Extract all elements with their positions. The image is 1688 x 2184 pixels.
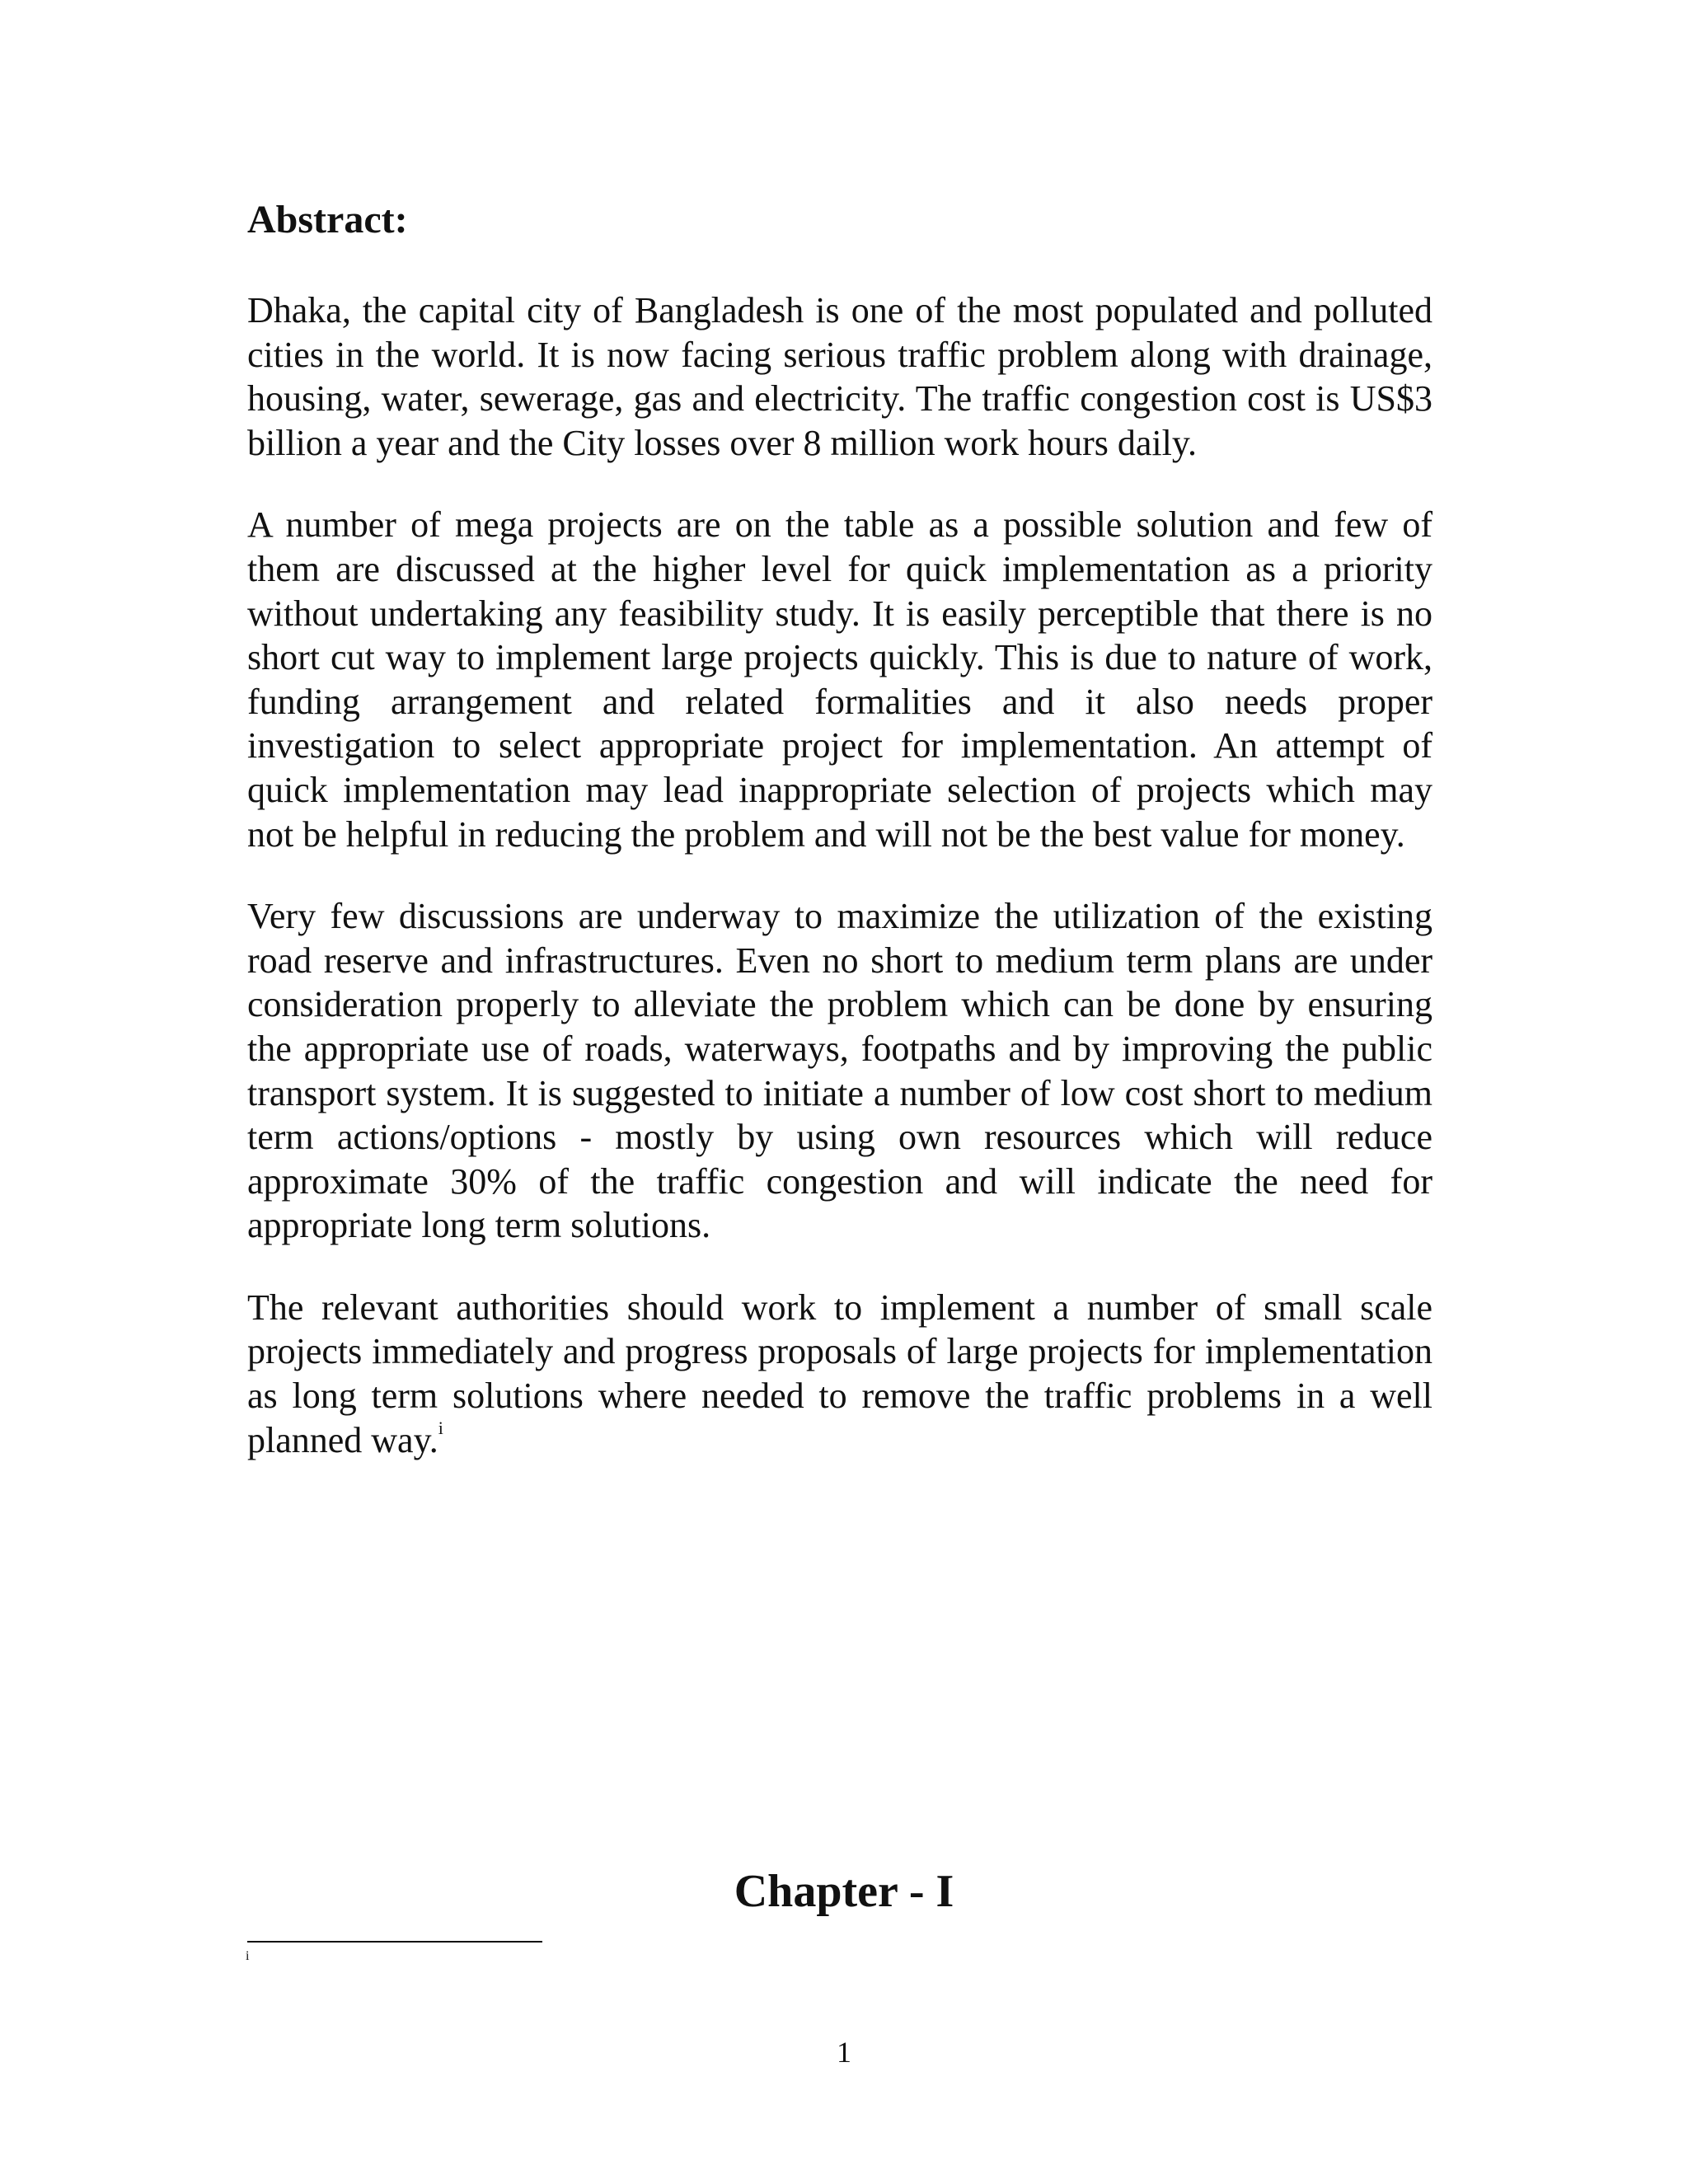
abstract-paragraph-2 [247,503,1432,856]
chapter-title: Chapter - I [734,1866,954,1917]
abstract-paragraph-1 [247,288,1432,465]
page-number: 1 [837,2036,851,2069]
footnote-marker: i [246,1949,250,1963]
paragraph-3-text: Very few discussions are underway to maximize the utilization of the existing road reserve and infrastructures. Even no short to medium term plans are under consideration properly to alleviate the problem which can be done by ensuring the appropriate use of roads, waterways, footpaths and by improving the public transport system. It is suggested to initiate a number of low cost short to medium term actions/options - mostly by using own resources which will reduce approximate 30% of the traffic congestion and will indicate the need for appropriate long term solutions. [247,896,1432,1246]
paragraph-4-text: The relevant authorities should work to implement a number of small scale projects immediately and progress proposals of large projects for implementation as long term solutions where needed to remove the traffic problems in a well planned way. [247,1286,1432,1460]
paragraph-1-text: Dhaka, the capital city of Bangladesh is one of the most populated and polluted cities in the world. It is now facing serious traffic problem along with drainage, housing, water, sewerage, gas and electricity. The traffic congestion cost is US$3 billion a year and the City losses over 8 million work hours daily. [247,290,1432,463]
footnote-reference[interactable]: i [438,1417,443,1438]
paragraph-2-text: A number of mega projects are on the table as a possible solution and few of them are discussed at the higher level for quick implementation as a priority without undertaking any feasibility study. It is easily perceptible that there is no short cut way to implement large projects quickly. This is due to nature of work, funding arrangement and related formalities and it also needs proper investigation to select appropriate project for implementation. An attempt of quick implementation may lead inappropriate selection of projects which may not be helpful in reducing the problem and will not be the best value for money. [247,504,1432,855]
abstract-paragraph-3 [247,894,1432,1248]
footnote-separator [247,1941,542,1943]
abstract-heading: Abstract: [247,198,408,241]
abstract-paragraph-4 [247,1286,1432,1462]
abstract-body [247,288,1432,1500]
